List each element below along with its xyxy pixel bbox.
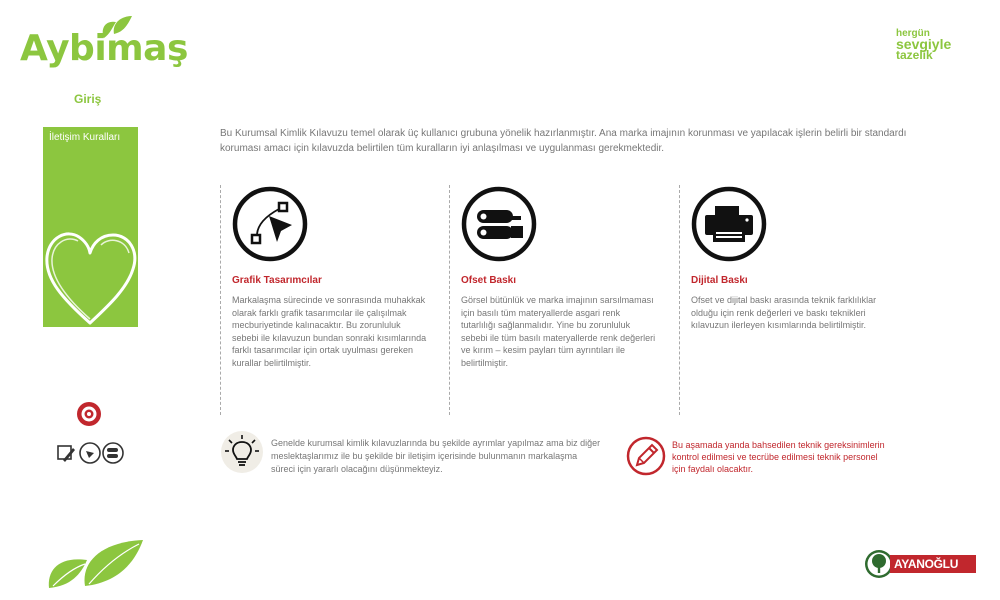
slogan-line-2: sevgiyle	[896, 36, 952, 52]
leaves-icon	[45, 536, 145, 591]
column-text: Görsel bütünlük ve marka imajının sarsılmaması için basılı tüm materyallerde asgari renk tutarlılığı sağlanmalıdır. Yine bu zorunluluk sebebi ile tüm basılı materyallerde renk değerleri ve kırım – kesim payları tüm ayrıntıları ile belirtilmiştir.	[461, 295, 656, 368]
column-title: Grafik Tasarımcılar	[232, 275, 322, 286]
column-divider	[220, 185, 221, 415]
column-title: Dijital Baskı	[691, 275, 748, 286]
column-divider	[679, 185, 680, 415]
logo-leaves-icon	[98, 14, 134, 40]
heart-icon	[43, 215, 138, 327]
pen-tool-mini-icon[interactable]	[55, 442, 77, 464]
column-text: Markalaşma sürecinde ve sonrasında muhakkak olarak farklı grafik tasarımcılar ile çalışılmak mecburiyetinde kalınacaktır. Bu zorunluluk sebebi ile kılavuzun bundan sonraki kısımlarında farklı tasarımcılar için ortak uyulması gereken kurallar belirtilmiştir.	[232, 295, 427, 368]
slogan-line-3: tazelik	[896, 48, 933, 62]
slogan	[896, 28, 966, 61]
column-offset-print	[461, 186, 661, 369]
section-title: Giriş	[74, 92, 102, 106]
logo-wordmark: Aybimaş	[20, 28, 188, 69]
ayanoglu-label: AYANOĞLU	[894, 557, 959, 571]
ayanoglu-logo	[864, 549, 976, 579]
lightbulb-icon	[220, 430, 264, 474]
pencil-icon	[626, 436, 666, 476]
vector-pen-mini-icon[interactable]	[79, 442, 101, 464]
column-title: Ofset Baskı	[461, 275, 517, 286]
mini-icon-row	[55, 442, 125, 464]
section-panel[interactable]	[43, 127, 138, 327]
offset-rollers-icon	[461, 186, 537, 262]
column-text: Ofset ve dijital baskı arasında teknik farklılıklar olduğu için renk değerleri ve baskı teknikleri kılavuzun ilerleyen kısımlarında belirtilmiştir.	[691, 295, 877, 330]
slogan-line-1: hergün	[896, 28, 930, 39]
column-graphic-designers	[232, 186, 432, 369]
column-divider	[449, 185, 450, 415]
intro-paragraph: Bu Kurumsal Kimlik Kılavuzu temel olarak üç kullanıcı grubuna yönelik hazırlanmıştır. Ana marka imajının korunması ve yapılacak işlerin belirli bir standardı koruması amacı için kılavuzda belirtilen tüm kuralların iyi anlaşılması ve uygulanması gerekmektedir.	[220, 128, 907, 154]
aybimas-logo	[20, 12, 200, 72]
target-icon[interactable]	[76, 401, 102, 427]
printer-icon	[691, 186, 767, 262]
bulb-note-text: Genelde kurumsal kimlik kılavuzlarında bu şekilde ayrımlar yapılmaz ama biz diğer meslektaşlarımız ile bu şekilde bir iletişim içerisinde bulunmanın markalaşma süreci için yararlı olacağını düşünmekteyiz.	[271, 438, 601, 474]
panel-label: İletişim Kuralları	[49, 132, 121, 143]
column-digital-print	[691, 186, 891, 332]
vector-pen-icon	[232, 186, 308, 262]
pencil-note-text: Bu aşamada yanda bahsedilen teknik gereksinimlerin kontrol edilmesi ve tecrübe edilmesi teknik personel için faydalı olacaktır.	[672, 440, 885, 474]
offset-mini-icon[interactable]	[102, 442, 124, 464]
